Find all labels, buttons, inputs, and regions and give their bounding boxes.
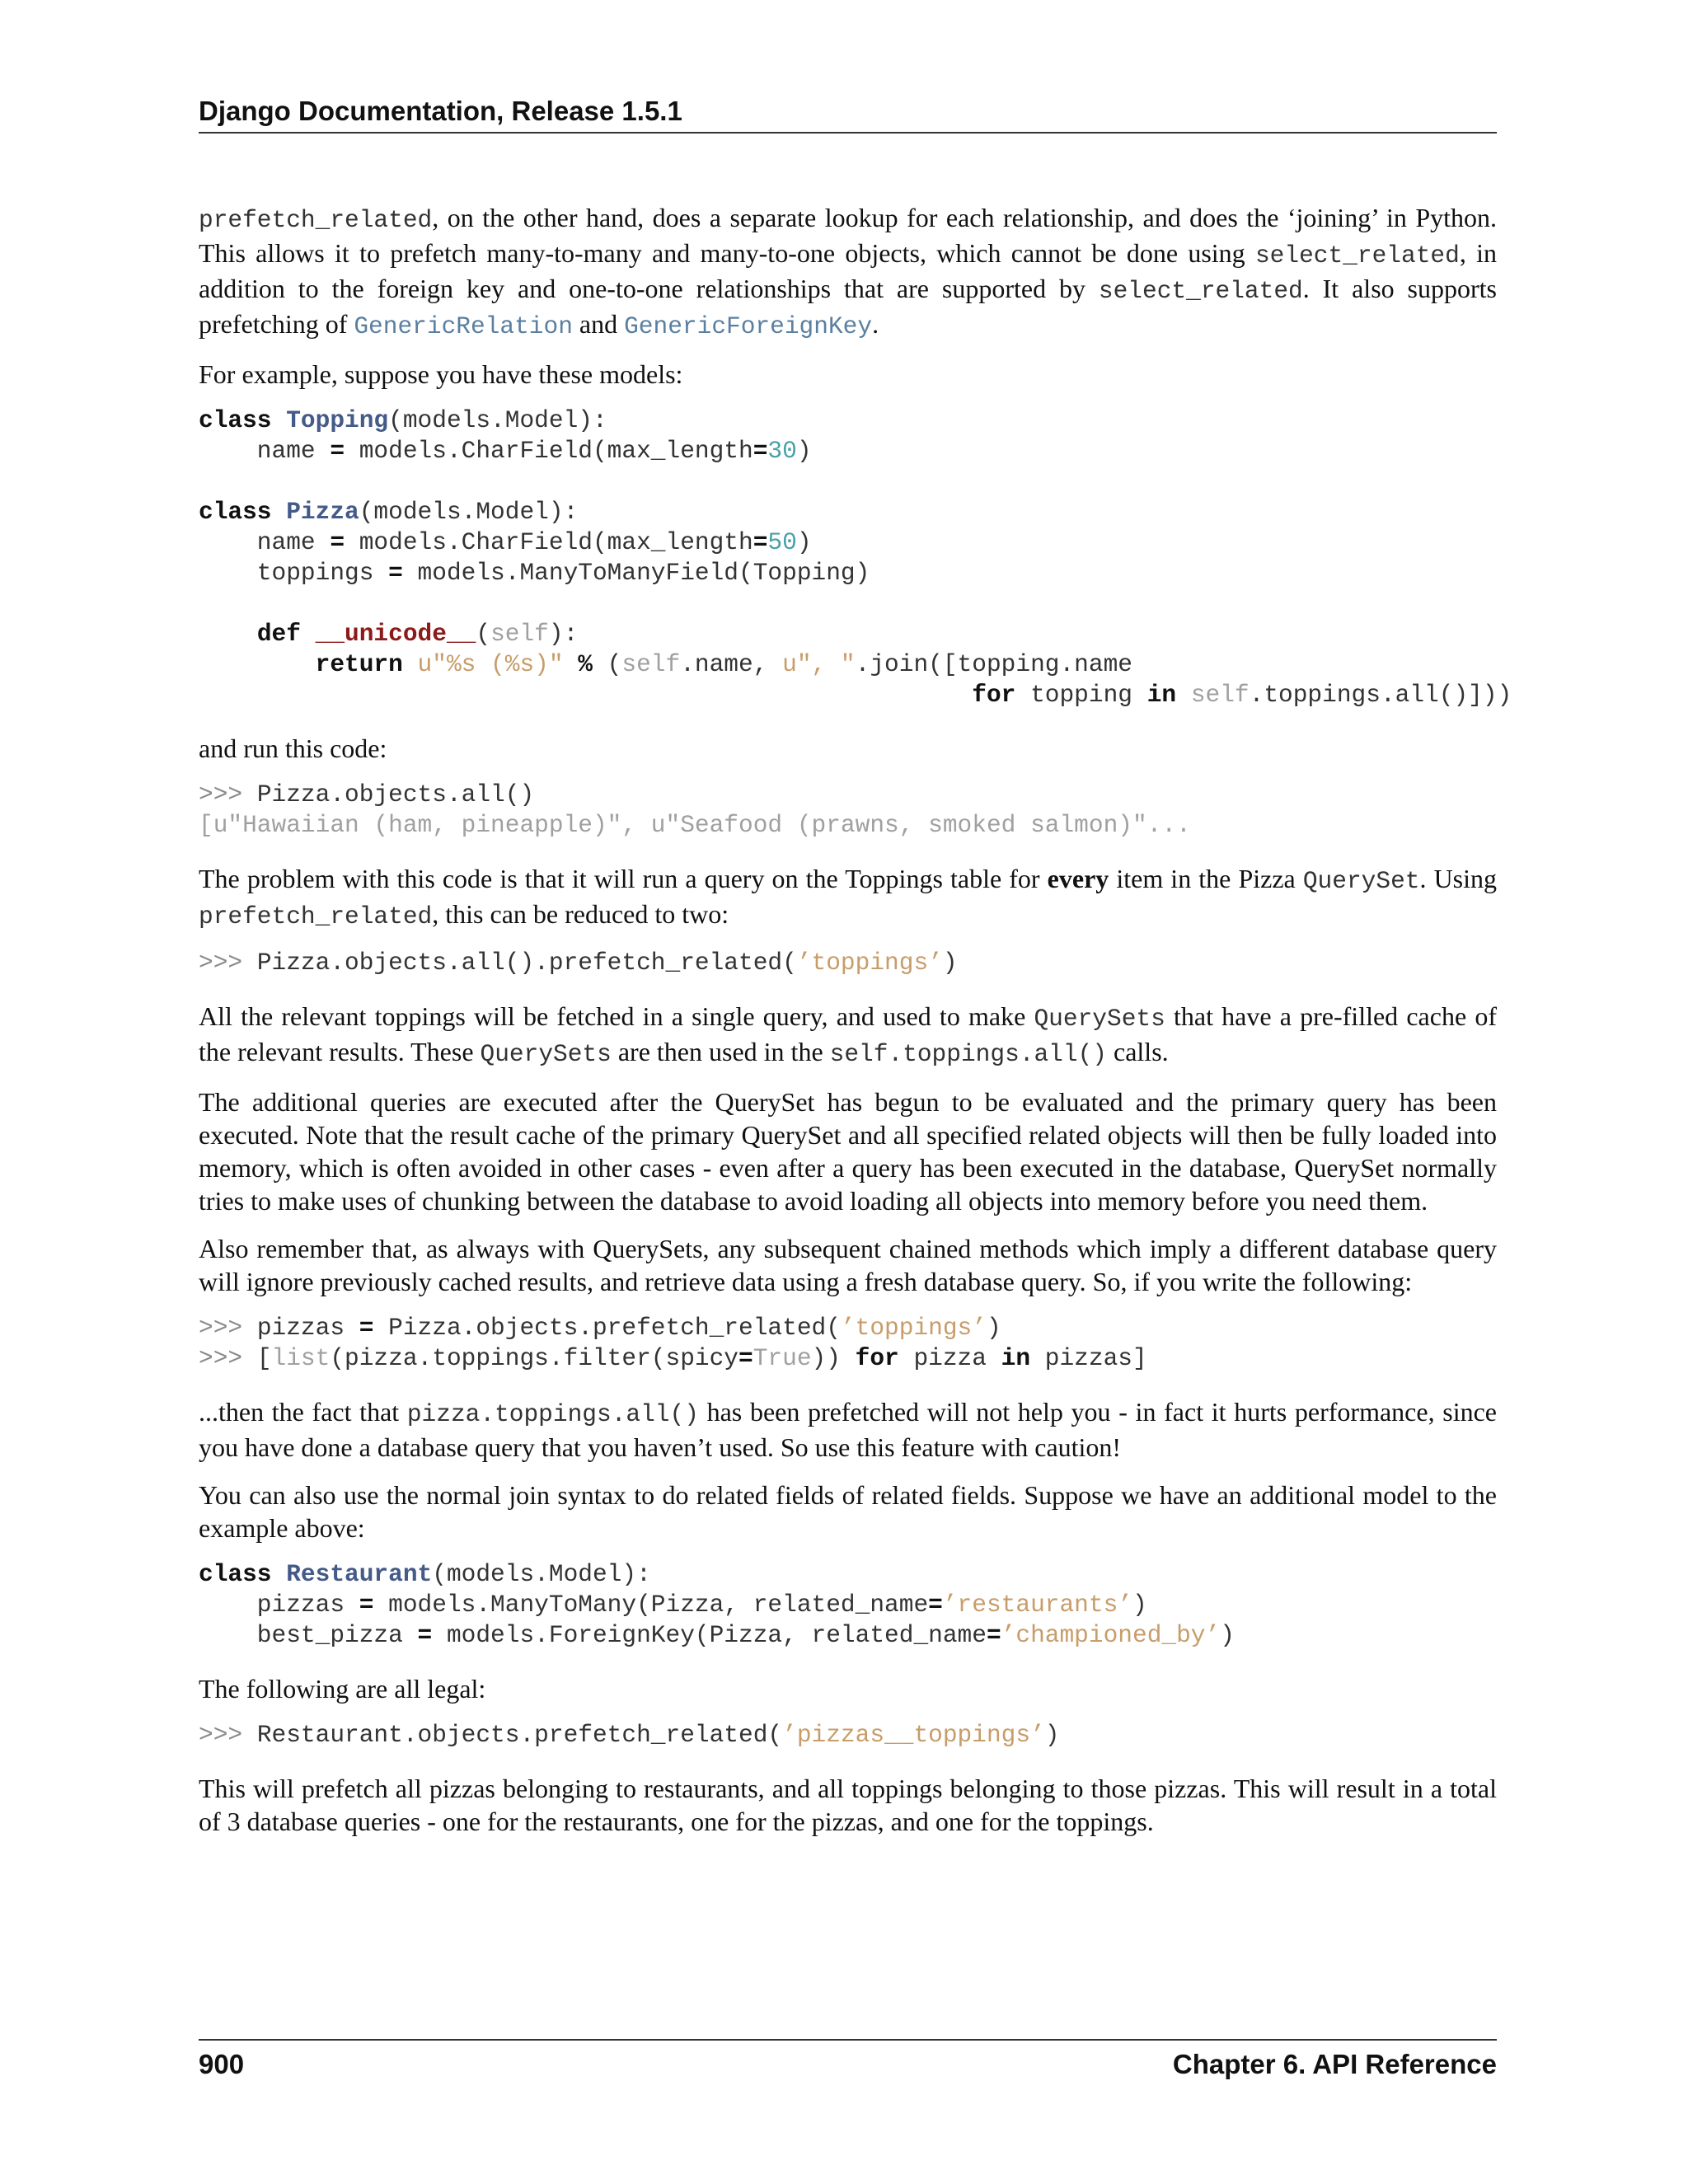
code-block-spicy-filter: >>> pizzas = Pizza.objects.prefetch_related(’toppings’) >>> [list(pizza.toppings.filter(spicy=True)) for pizza in pizzas] [199,1314,1147,1372]
code-block-prefetch-toppings: >>> Pizza.objects.all().prefetch_related(’toppings’) [199,949,958,977]
paragraph-run-code: and run this code: [199,733,387,763]
chapter-title: Chapter 6. API Reference [1172,2049,1497,2079]
code-block-restaurant: class Restaurant(models.Model): pizzas = models.ManyToMany(Pizza, related_name=’restaurants’) best_pizza = models.ForeignKey(Pizza, related_name=’championed_by’) [199,1560,1235,1649]
code-block-pizza-all: >>> Pizza.objects.all() [u"Hawaiian (ham, pineapple)", u"Seafood (prawns, smoked salmon)"... [199,780,1191,839]
paragraph-problem: The problem with this code is that it will run a query on the Toppings table for every item in the Pizza QuerySet. Using prefetch_related, this can be reduced to two: [199,864,1498,930]
inline-code: prefetch_related [199,206,433,234]
paragraph-legal: The following are all legal: [199,1674,486,1704]
page-content [199,201,1512,1838]
paragraph-caution: ...then the fact that pizza.toppings.all() has been prefetched will not help you - in fact it hurts performance, since you have done a database query that you haven’t used. So use this feature with caution! [199,1397,1498,1462]
page-header [199,91,1497,134]
document-page [199,0,1512,2184]
inline-code: select_related [1098,277,1303,305]
page-footer [199,2039,1497,2082]
paragraph-join-syntax: You can also use the normal join syntax to do related fields of related fields. Suppose we have an additional model to the example above: [199,1480,1497,1543]
inline-code: select_related [1254,241,1460,269]
code-block-pizzas-toppings: >>> Restaurant.objects.prefetch_related(’pizzas__toppings’) [199,1721,1060,1749]
paragraph-additional-queries: The additional queries are executed after the QuerySet has begun to be evaluated and the primary query has been executed. Note that the result cache of the primary QuerySet and all specified related objects will then be fully loaded into memory, which is often avoided in other cases - even after a query has been executed in the database, QuerySet normally tries to make uses of chunking between the database to avoid loading all objects into memory before you need them. [199,1087,1497,1216]
paragraph-example-models: For example, suppose you have these models: [199,359,683,389]
link-generic-relation[interactable]: GenericRelation [354,312,573,340]
code-block-models: class Topping(models.Model): name = models.CharField(max_length=30) class Pizza(models.Model): name = models.CharField(max_length=50) toppings = models.ManyToManyField(Topping) def __unicode__(self): return u"%s (%s)" % (self.name, u", ".join([topping.name for topping in self.toppings.all()])) [199,406,1512,709]
page-number: 900 [199,2049,245,2079]
paragraph-prefetch-intro: prefetch_related, on the other hand, does a separate lookup for each relationship, and does the ‘joining’ in Python. This allows it to prefetch many-to-many and many-to-one objects, which cannot be done using select_related, in addition to the foreign key and one-to-one relationships that are supported by select_related. It also supports prefetching of GenericRelation and GenericForeignKey. [199,203,1498,340]
header-title: Django Documentation, Release 1.5.1 [199,96,682,126]
paragraph-remember: Also remember that, as always with QuerySets, any subsequent chained methods which imply a different database query will ignore previously cached results, and retrieve data using a fresh database query. So, if you write the following: [199,1234,1497,1296]
paragraph-relevant-toppings: All the relevant toppings will be fetched in a single query, and used to make QuerySets that have a pre-filled cache of the relevant results. These QuerySets are then used in the self.toppings.all() calls. [199,1001,1498,1068]
paragraph-result: This will prefetch all pizzas belonging to restaurants, and all toppings belonging to those pizzas. This will result in a total of 3 database queries - one for the restaurants, one for the pizzas, and one for the toppings. [199,1774,1497,1836]
link-generic-foreign-key[interactable]: GenericForeignKey [624,312,873,340]
